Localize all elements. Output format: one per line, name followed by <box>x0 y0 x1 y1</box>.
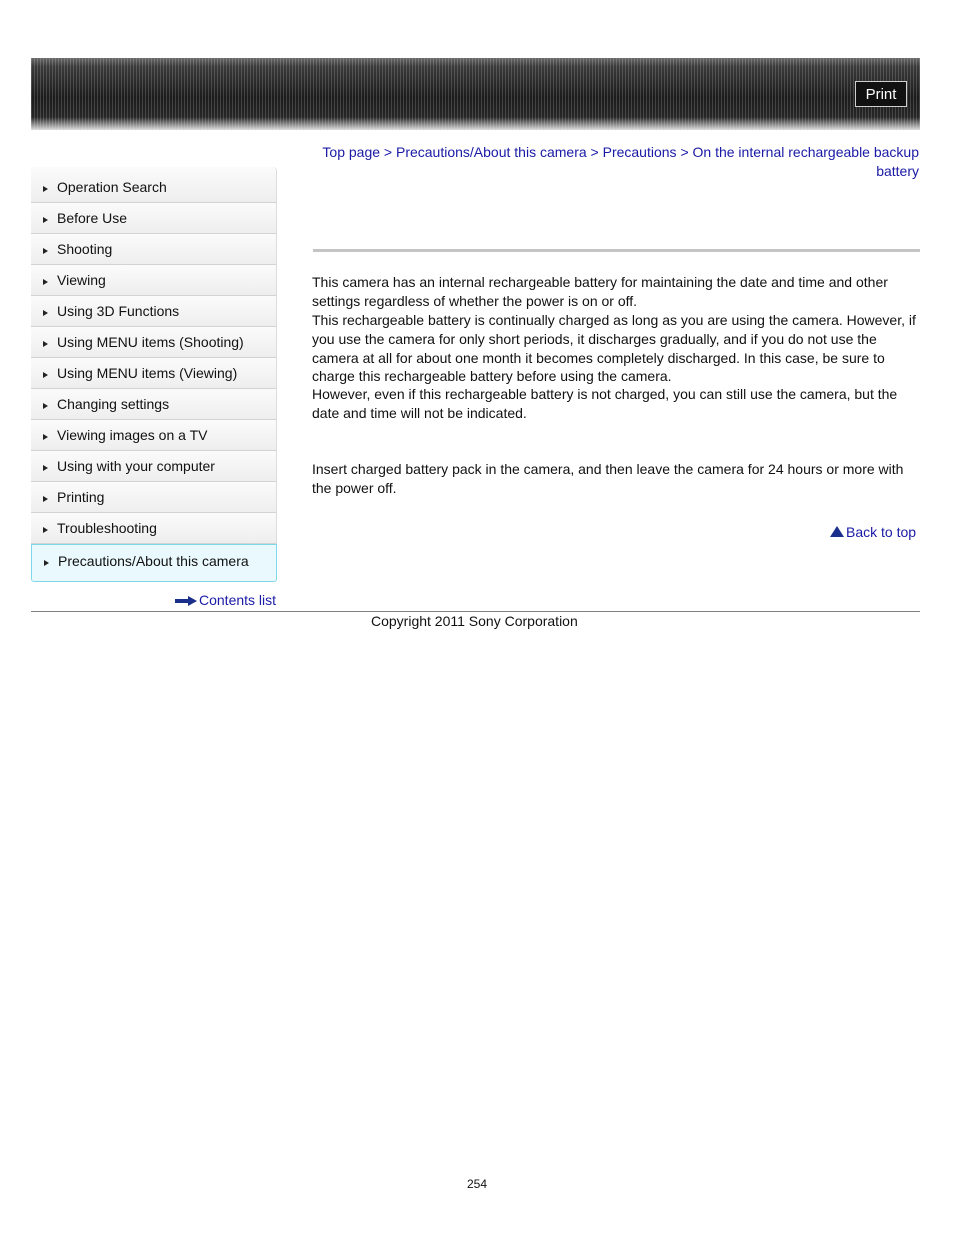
sidebar-item-viewing[interactable] <box>31 265 277 296</box>
sidebar-item-viewing-on-tv[interactable] <box>31 420 277 451</box>
sidebar-item-troubleshooting[interactable] <box>31 513 277 544</box>
triangle-right-icon <box>43 217 48 223</box>
title-divider <box>313 249 920 252</box>
triangle-right-icon <box>44 560 49 566</box>
sidebar-item-shooting[interactable] <box>31 234 277 265</box>
sidebar-item-label: Operation Search <box>57 179 167 195</box>
sidebar-nav <box>31 167 277 582</box>
triangle-right-icon <box>43 341 48 347</box>
triangle-right-icon <box>43 465 48 471</box>
body-paragraph: However, even if this rechargeable battery is not charged, you can still use the camera, but the date and time will not be indicated. <box>312 386 898 421</box>
sidebar-item-menu-shooting[interactable] <box>31 327 277 358</box>
triangle-right-icon <box>43 496 48 502</box>
header-banner <box>31 58 920 130</box>
triangle-right-icon <box>43 279 48 285</box>
sidebar-item-label: Using 3D Functions <box>57 303 180 319</box>
back-to-top-link[interactable] <box>830 524 916 540</box>
triangle-right-icon <box>43 186 48 192</box>
contents-list-label: Contents list <box>199 592 277 608</box>
breadcrumb <box>313 143 919 181</box>
sidebar-item-label: Changing settings <box>57 396 170 412</box>
print-button[interactable]: Print <box>855 81 907 107</box>
sidebar-item-label: Precautions/About this camera <box>58 553 249 569</box>
sidebar-item-label: Before Use <box>57 210 128 226</box>
sidebar-item-precautions[interactable] <box>31 544 277 582</box>
copyright-text: Copyright 2011 Sony Corporation <box>371 613 578 629</box>
triangle-up-icon <box>830 526 844 537</box>
sidebar-item-label: Shooting <box>57 241 113 257</box>
triangle-right-icon <box>43 372 48 378</box>
breadcrumb-precautions[interactable]: Precautions <box>602 144 677 160</box>
sidebar-item-label: Viewing <box>57 272 106 288</box>
sidebar-item-label: Troubleshooting <box>57 520 157 536</box>
breadcrumb-separator: > <box>680 144 689 160</box>
body-paragraph: Insert charged battery pack in the camera, and then leave the camera for 24 hours or more with the power off. <box>312 461 904 496</box>
triangle-right-icon <box>43 248 48 254</box>
sidebar-item-label: Using MENU items (Shooting) <box>57 334 244 350</box>
sidebar-item-using-with-computer[interactable] <box>31 451 277 482</box>
breadcrumb-precautions-about-camera[interactable]: Precautions/About this camera <box>395 144 587 160</box>
breadcrumb-separator: > <box>383 144 393 160</box>
sidebar-item-menu-viewing[interactable] <box>31 358 277 389</box>
sidebar-item-before-use[interactable] <box>31 203 277 234</box>
breadcrumb-separator: > <box>590 144 599 160</box>
triangle-right-icon <box>43 434 48 440</box>
page-number: 254 <box>466 1177 488 1191</box>
body-paragraph: This rechargeable battery is continually charged as long as you are using the camera. However, if you use the camera for only short periods, it discharges gradually, and if you do not use the camera at all for about one month it becomes completely discharged. In this case, be sure to charge this rechargeable battery before using the camera. <box>312 312 916 385</box>
breadcrumb-top-page[interactable]: Top page <box>322 144 381 160</box>
triangle-right-icon <box>43 403 48 409</box>
sidebar-item-label: Viewing images on a TV <box>57 427 208 443</box>
back-to-top-label: Back to top <box>846 524 917 540</box>
sidebar-item-label: Using MENU items (Viewing) <box>57 365 238 381</box>
sidebar-item-label: Using with your computer <box>57 458 215 474</box>
arrow-right-icon <box>175 596 197 606</box>
body-paragraph: This camera has an internal rechargeable battery for maintaining the date and time and other settings regardless of whether the power is on or off. <box>312 274 888 309</box>
contents-list-link[interactable] <box>175 592 276 608</box>
triangle-right-icon <box>43 310 48 316</box>
sidebar-item-label: Printing <box>57 489 105 505</box>
triangle-right-icon <box>43 527 48 533</box>
sidebar-item-changing-settings[interactable] <box>31 389 277 420</box>
breadcrumb-current-page[interactable]: On the internal rechargeable backup battery <box>692 144 919 179</box>
sidebar-item-printing[interactable] <box>31 482 277 513</box>
sidebar-item-3d-functions[interactable] <box>31 296 277 327</box>
sidebar-item-operation-search[interactable] <box>31 167 277 203</box>
